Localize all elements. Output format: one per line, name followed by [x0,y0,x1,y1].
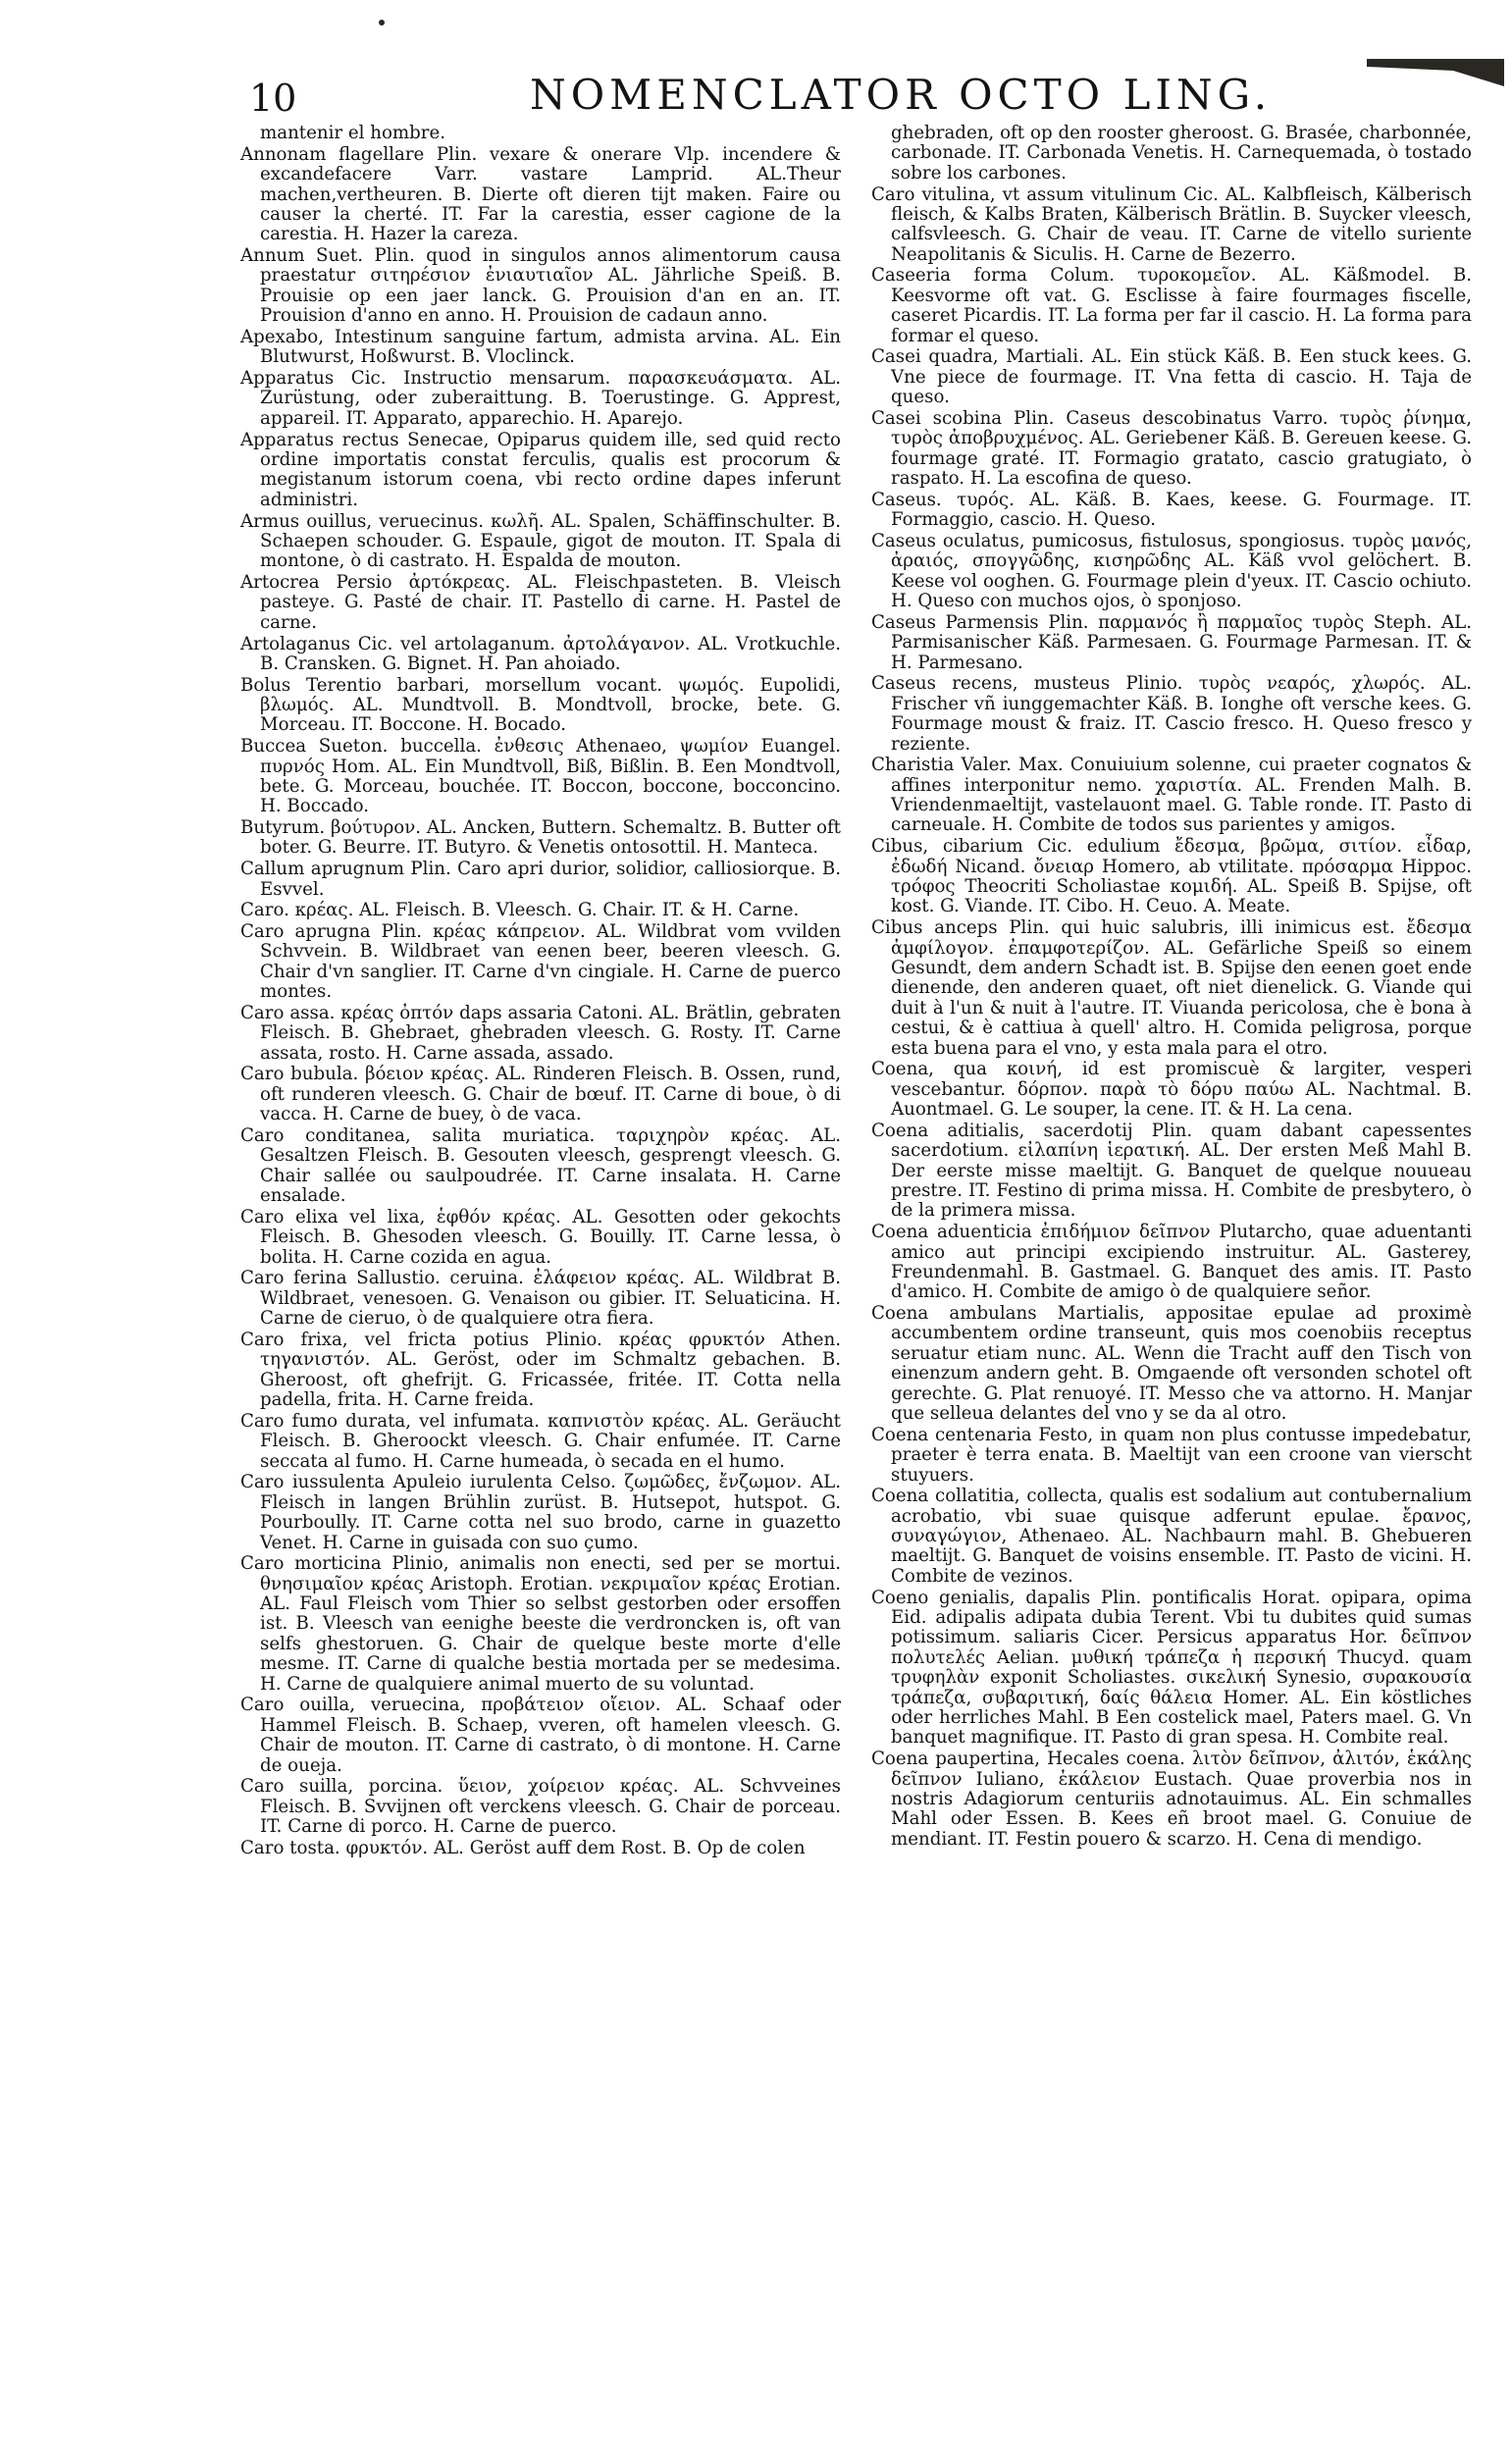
dictionary-entry: Armus ouillus, veruecinus. κωλῆ. AL. Spalen, Schäffinschulter. B. Schaepen schouder. G. Espaule, gigot de mouton. IT. Spala di montone, ò di castrato. H. Espalda de mouton. [240,510,841,572]
dictionary-entry: Apparatus Cic. Instructio mensarum. παρασκευάσματα. AL. Zurüstung, oder zuberaittung. B. Toerustinge. G. Apprest, appareil. IT. Apparato, apparechio. H. Aparejo. [240,368,841,429]
running-title: NOMENCLATOR OCTO LING. [530,71,1273,119]
dictionary-entry: Buccea Sueton. buccella. ἐνθεσις Athenaeo, ψωμίον Euangel. πυρνός Hom. AL. Ein Mundtvoll, Biß, Bißlin. B. Een Mondtvoll, bete. G. Morceau, bouchée. IT. Boccon, boccone, bocconcino. H. Boccado. [240,736,841,817]
dictionary-entry: Caro ferina Sallustio. ceruina. ἐλάφειον κρέας. AL. Wildbrat B. Wildbraet, venesoen. G. Venaison ou gibier. IT. Seluaticina. H. Carne de cieruo, ò de qualquiere otra fiera. [240,1268,841,1330]
dictionary-entry: Coeno genialis, dapalis Plin. pontificalis Horat. opipara, opima Eid. adipalis adipata dubia Terent. Vbi tu dubites quid sumas potissimum. saliaris Cicer. Persicus apparatus Hor. δεῖπνον πολυτελές Aelian. μυθική τράπεζα ἡ περσική Thucyd. quam τρυφηλὰν exponit Scholiastes. σικελική Synesio, συρακουσία τράπεζα, συβαριτική, δαίς θάλεια Homer. AL. Ein köstliches oder herrliches Mahl. B Een costelick mael, Paters mael. G. Vn banquet magnifique. IT. Pasto di gran spesa. H. Combite real. [871,1587,1472,1748]
dictionary-entry: Apexabo, Intestinum sanguine fartum, admista arvina. AL. Ein Blutwurst, Hoßwurst. B. Vloclinck. [240,326,841,368]
dictionary-entry: Caseus recens, musteus Plinio. τυρὸς νεαρός, χλωρός. AL. Frischer vñ iunggemachter Käß. B. Ionghe oft versche kees. G. Fourmage moust & fraiz. IT. Cascio fresco. H. Queso fresco y reziente. [871,673,1472,755]
dictionary-entry: Caro bubula. βόειον κρέας. AL. Rinderen Fleisch. B. Ossen, rund, oft runderen vleesch. G. Chair de bœuf. IT. Carne di boue, ò di vacca. H. Carne de buey, ò de vaca. [240,1064,841,1125]
dictionary-entry: Coena aditialis, sacerdotij Plin. quam dabant capessentes sacerdotium. εἰλαπίνη ἱερατική. AL. Der ersten Meß Mahl B. Der eerste misse maeltijt. G. Banquet de quelque nouueau prestre. IT. Festino di prima missa. H. Combite de presbytero, ò de la primera missa. [871,1120,1472,1222]
dictionary-entry: Callum aprugnum Plin. Caro apri durior, solidior, calliosiorque. B. Esvvel. [240,859,841,900]
dictionary-entry: ghebraden, oft op den rooster gheroost. G. Brasée, charbonnée, carbonade. IT. Carbonada Venetis. H. Carnequemada, ò tostado sobre los carbones. [891,123,1472,183]
dictionary-entry: Annonam flagellare Plin. vexare & onerare Vlp. incendere & excandefacere Varr. vastare Lamprid. AL.Theur machen,vertheuren. B. Dierte oft dieren tijt maken. Faire ou causer la cherté. IT. Far la carestia, esser cagione de la carestia. H. Hazer la careza. [240,143,841,245]
dictionary-entry: Caro iussulenta Apuleio iurulenta Celso. ζωμῶδες, ἔνζωμον. AL. Fleisch in langen Brühlin zurüst. B. Hutsepot, hutspot. G. Pourboully. IT. Carne cotta nel suo brodo, carne in guazetto Venet. H. Carne in guisada con suo çumo. [240,1472,841,1553]
dictionary-entry: Coena paupertina, Hecales coena. λιτὸν δεῖπνον, ἀλιτόν, ἑκάλης δεῖπνον Iuliano, ἑκάλειον Eustach. Quae proverbia nos in nostris Adagiorum centuriis adnotauimus. AL. Ein schmalles Mahl oder Essen. B. Kees eñ broot mael. G. Conuiue de mendiant. IT. Festin pouero & scarzo. H. Cena di mendigo. [871,1748,1472,1850]
left-column [240,124,841,1860]
dictionary-entry: Casei scobina Plin. Caseus descobinatus Varro. τυρὸς ῥίνημα, τυρὸς ἀποβρυχμένος. AL. Geriebener Käß. B. Gereuen keese. G. fourmage graté. IT. Formagio gratato, cascio gratugiato, ò raspato. H. La escofina de queso. [871,407,1472,490]
dictionary-entry: Coena aduenticia ἐπιδήμιον δεῖπνον Plutarcho, quae aduentanti amico aut principi excipiendo instruitur. AL. Gasterey, Freundenmahl. B. Gastmael. G. Banquet des amis. IT. Pasto d'amico. H. Combite de amigo ò de qualquiere señor. [871,1222,1472,1303]
dictionary-entry: Caro vitulina, vt assum vitulinum Cic. AL. Kalbfleisch, Kälberisch fleisch, & Kalbs Braten, Kälberisch Brätlin. B. Suycker vleesch, calfsvleesch. G. Chair de veau. IT. Carne de vitello suriente Neapolitanis & Siculis. H. Carne de Bezerro. [871,183,1472,265]
right-column [871,124,1472,1851]
dictionary-entry: Annum Suet. Plin. quod in singulos annos alimentorum causa praestatur σιτηρέσιον ἐνιαυτιαῖον AL. Jährliche Speiß. B. Prouisie op een jaer lanck. G. Prouision d'an en an. IT. Prouision d'anno en anno. H. Prouision de cadaun anno. [240,245,841,327]
dictionary-entry: Caro ouilla, veruecina, προβάτειον οἴειον. AL. Schaaf oder Hammel Fleisch. B. Schaep, vveren, oft hamelen vleesch. G. Chair de mouton. IT. Carne di castrato, ò di montone. H. Carne de oueja. [240,1695,841,1776]
dictionary-entry: Artolaganus Cic. vel artolaganum. ἀρτολάγανον. AL. Vrotkuchle. B. Cransken. G. Bignet. H. Pan ahoiado. [240,633,841,674]
dictionary-entry: Casei quadra, Martiali. AL. Ein stück Käß. B. Een stuck kees. G. Vne piece de fourmage. IT. Vna fetta di cascio. H. Taja de queso. [871,346,1472,408]
dictionary-entry: Artocrea Persio ἀρτόκρεας. AL. Fleischpasteten. B. Vleisch pasteye. G. Pasté de chair. IT. Pastello di carne. H. Pastel de carne. [240,572,841,633]
dictionary-entry: Caseus Parmensis Plin. παρμανός ἢ παρμαῖος τυρὸς Steph. AL. Parmisanischer Käß. Parmesaen. G. Fourmage Parmesan. IT. & H. Parmesano. [871,611,1472,673]
dictionary-entry: Coena ambulans Martialis, appositae epulae ad proximè accumbentem ordine transeunt, quis mos coenobiis receptus seruatur etiam nunc. AL. Wenn die Tracht auff den Tisch von einenzum andern geht. B. Omgaende oft versonden schotel oft gerechte. G. Plat renuoyé. IT. Messo che va attorno. H. Manjar que selleua delantes del vno y se da al otro. [871,1303,1472,1425]
dictionary-entry: Apparatus rectus Senecae, Opiparus quidem ille, sed quid recto ordine importatis constat ferculis, qualis est procorum & megistanum istorum coena, vbi recto ordine dapes inferunt administri. [240,429,841,510]
dictionary-entry: Cibus, cibarium Cic. edulium ἔδεσμα, βρῶμα, σιτίον. εἶδαρ, ἐδωδή Nicand. ὄνειαρ Homero, ab vtilitate. πρόσαρμα Hippoc. τρόφος Theocriti Scholiastae κομιδή. AL. Speiß B. Spijse, oft kost. G. Viande. IT. Cibo. H. Ceuo. A. Meate. [871,836,1472,917]
dictionary-entry: Caro morticina Plinio, animalis non enecti, sed per se mortui. θνησιμαῖον κρέας Aristoph. Erotian. νεκριμαῖον κρέας Erotian. AL. Faul Fleisch vom Thier so selbst gestorben oder ersoffen ist. B. Vleesch van eenighe beeste die verdroncken is, oft van selfs ghestoruen. G. Chair de quelque beste morte d'elle mesme. IT. Carne di qualche bestia mortada per se medesima. H. Carne de qualquiere animal muerto de su voluntad. [240,1553,841,1695]
dictionary-entry: Caseus oculatus, pumicosus, fistulosus, spongiosus. τυρὸς μανός, ἀραιός, σπογγῶδης, κισηρῶδης AL. Käß vvol gelöchert. B. Keese vol ooghen. G. Fourmage plein d'yeux. IT. Cascio ochiuto. H. Queso con muchos ojos, ò sponjoso. [871,530,1472,612]
dictionary-entry: Coena, qua κοινή, id est promiscuè & largiter, vesperi vescebantur. δόρπον. παρὰ τὸ δόρυ παύω AL. Nachtmal. B. Auontmael. G. Le souper, la cene. IT. & H. La cena. [871,1059,1472,1121]
dictionary-entry: Charistia Valer. Max. Conuiuium solenne, cui praeter cognatos & affines interponitur nemo. χαριστία. AL. Frenden Malh. B. Vriendenmaeltijt, vastelauont mael. G. Table ronde. IT. Pasto di carneuale. H. Combite de todos sus parientes y amigos. [871,755,1472,836]
page-number: 10 [249,77,297,120]
ink-speck-icon [379,20,385,26]
dictionary-entry: Caro elixa vel lixa, ἑφθόν κρέας. AL. Gesotten oder gekochts Fleisch. B. Ghesoden vleesch. G. Bouilly. IT. Carne lessa, ò bolita. H. Carne cozida en agua. [240,1206,841,1268]
dictionary-entry: mantenir el hombre. [260,123,446,143]
dictionary-entry: Caro conditanea, salita muriatica. ταριχηρὸν κρέας. AL. Gesaltzen Fleisch. B. Gesouten vleesch, gesprengt vleesch. G. Chair sallée ou saulpoudrée. IT. Carne insalata. H. Carne ensalade. [240,1124,841,1207]
dictionary-entry: Coena centenaria Festo, in quam non plus contusse impedebatur, praeter è terra enata. B. Maeltijt van een croone van vierscht stuyuers. [871,1424,1472,1486]
dictionary-entry: Butyrum. βούτυρον. AL. Ancken, Buttern. Schemaltz. B. Butter oft boter. G. Beurre. IT. Butyro. & Venetis ontosottil. H. Manteca. [240,817,841,859]
dictionary-entry: Caro suilla, porcina. ὕειον, χοίρειον κρέας. AL. Schvveines Fleisch. B. Svvijnen oft verckens vleesch. G. Chair de porceau. IT. Carne di porco. H. Carne de puerco. [240,1776,841,1838]
dictionary-entry: Caro assa. κρέας ὀπτόν daps assaria Catoni. AL. Brätlin, gebraten Fleisch. B. Ghebraet, ghebraden vleesch. G. Rosty. IT. Carne assata, rosto. H. Carne assada, assado. [240,1002,841,1064]
dictionary-entry: Caro tosta. φρυκτόν. AL. Geröst auff dem Rost. B. Op de colen [240,1837,806,1858]
dictionary-entry: Caro. κρέας. AL. Fleisch. B. Vleesch. G. Chair. IT. & H. Carne. [240,900,800,921]
dictionary-entry: Caseeria forma Colum. τυροκομεῖον. AL. Käßmodel. B. Keesvorme oft vat. G. Esclisse à faire fourmages fiscelle, caseret Picardis. IT. La forma per far il cascio. H. La forma para formar el queso. [871,265,1472,346]
dictionary-entry: Caro fumo durata, vel infumata. καπνιστὸν κρέας. AL. Geräucht Fleisch. B. Gheroockt vleesch. G. Chair enfumée. IT. Carne seccata al fumo. H. Carne humeada, ò secada en el humo. [240,1410,841,1472]
dictionary-entry: Caro frixa, vel fricta potius Plinio. κρέας φρυκτόν Athen. τηγανιστόν. AL. Geröst, oder im Schmaltz gebachen. B. Gheroost, oft ghefrijt. G. Fricassée, fritée. IT. Cotta nella padella, frita. H. Carne freida. [240,1329,841,1411]
dictionary-entry: Coena collatitia, collecta, qualis est sodalium aut contubernalium acrobatio, vbi suae quisque adferunt epulae. ἔρανος, συναγώγιον, Athenaeo. AL. Nachbaurn mahl. B. Ghebueren maeltijt. G. Banquet de voisins ensemble. IT. Pasto de vicini. H. Combite de vezinos. [871,1486,1472,1587]
corner-mark-icon [1367,57,1504,86]
page-header [0,57,1512,120]
dictionary-entry: Caro aprugna Plin. κρέας κάπρειον. AL. Wildbrat vom vvilden Schvvein. B. Wildbraet van eenen beer, beeren vleesch. G. Chair d'vn sanglier. IT. Carne d'vn cingiale. H. Carne de puerco montes. [240,921,841,1003]
dictionary-entry: Cibus anceps Plin. qui huic salubris, illi inimicus est. ἔδεσμα ἀμφίλογον. ἐπαμφοτερίζον. AL. Gefärliche Speiß so einem Gesundt, dem andern Schadt ist. B. Spijse den eenen goet ende dienende, den anderen quaet, oft niet dienelick. G. Viande qui duit à l'un & nuit à l'autre. IT. Viuanda pericolosa, che è bona à cestui, & è cattiua à quell' altro. H. Comida peligrosa, porque esta buena para el vno, y esta mala para el otro. [871,917,1472,1059]
dictionary-entry: Bolus Terentio barbari, morsellum vocant. ψωμός. Eupolidi, βλωμός. AL. Mundtvoll. B. Mondtvoll, brocke, bete. G. Morceau. IT. Boccone. H. Bocado. [240,674,841,736]
dictionary-entry: Caseus. τυρός. AL. Käß. B. Kaes, keese. G. Fourmage. IT. Formaggio, cascio. H. Queso. [871,489,1472,531]
